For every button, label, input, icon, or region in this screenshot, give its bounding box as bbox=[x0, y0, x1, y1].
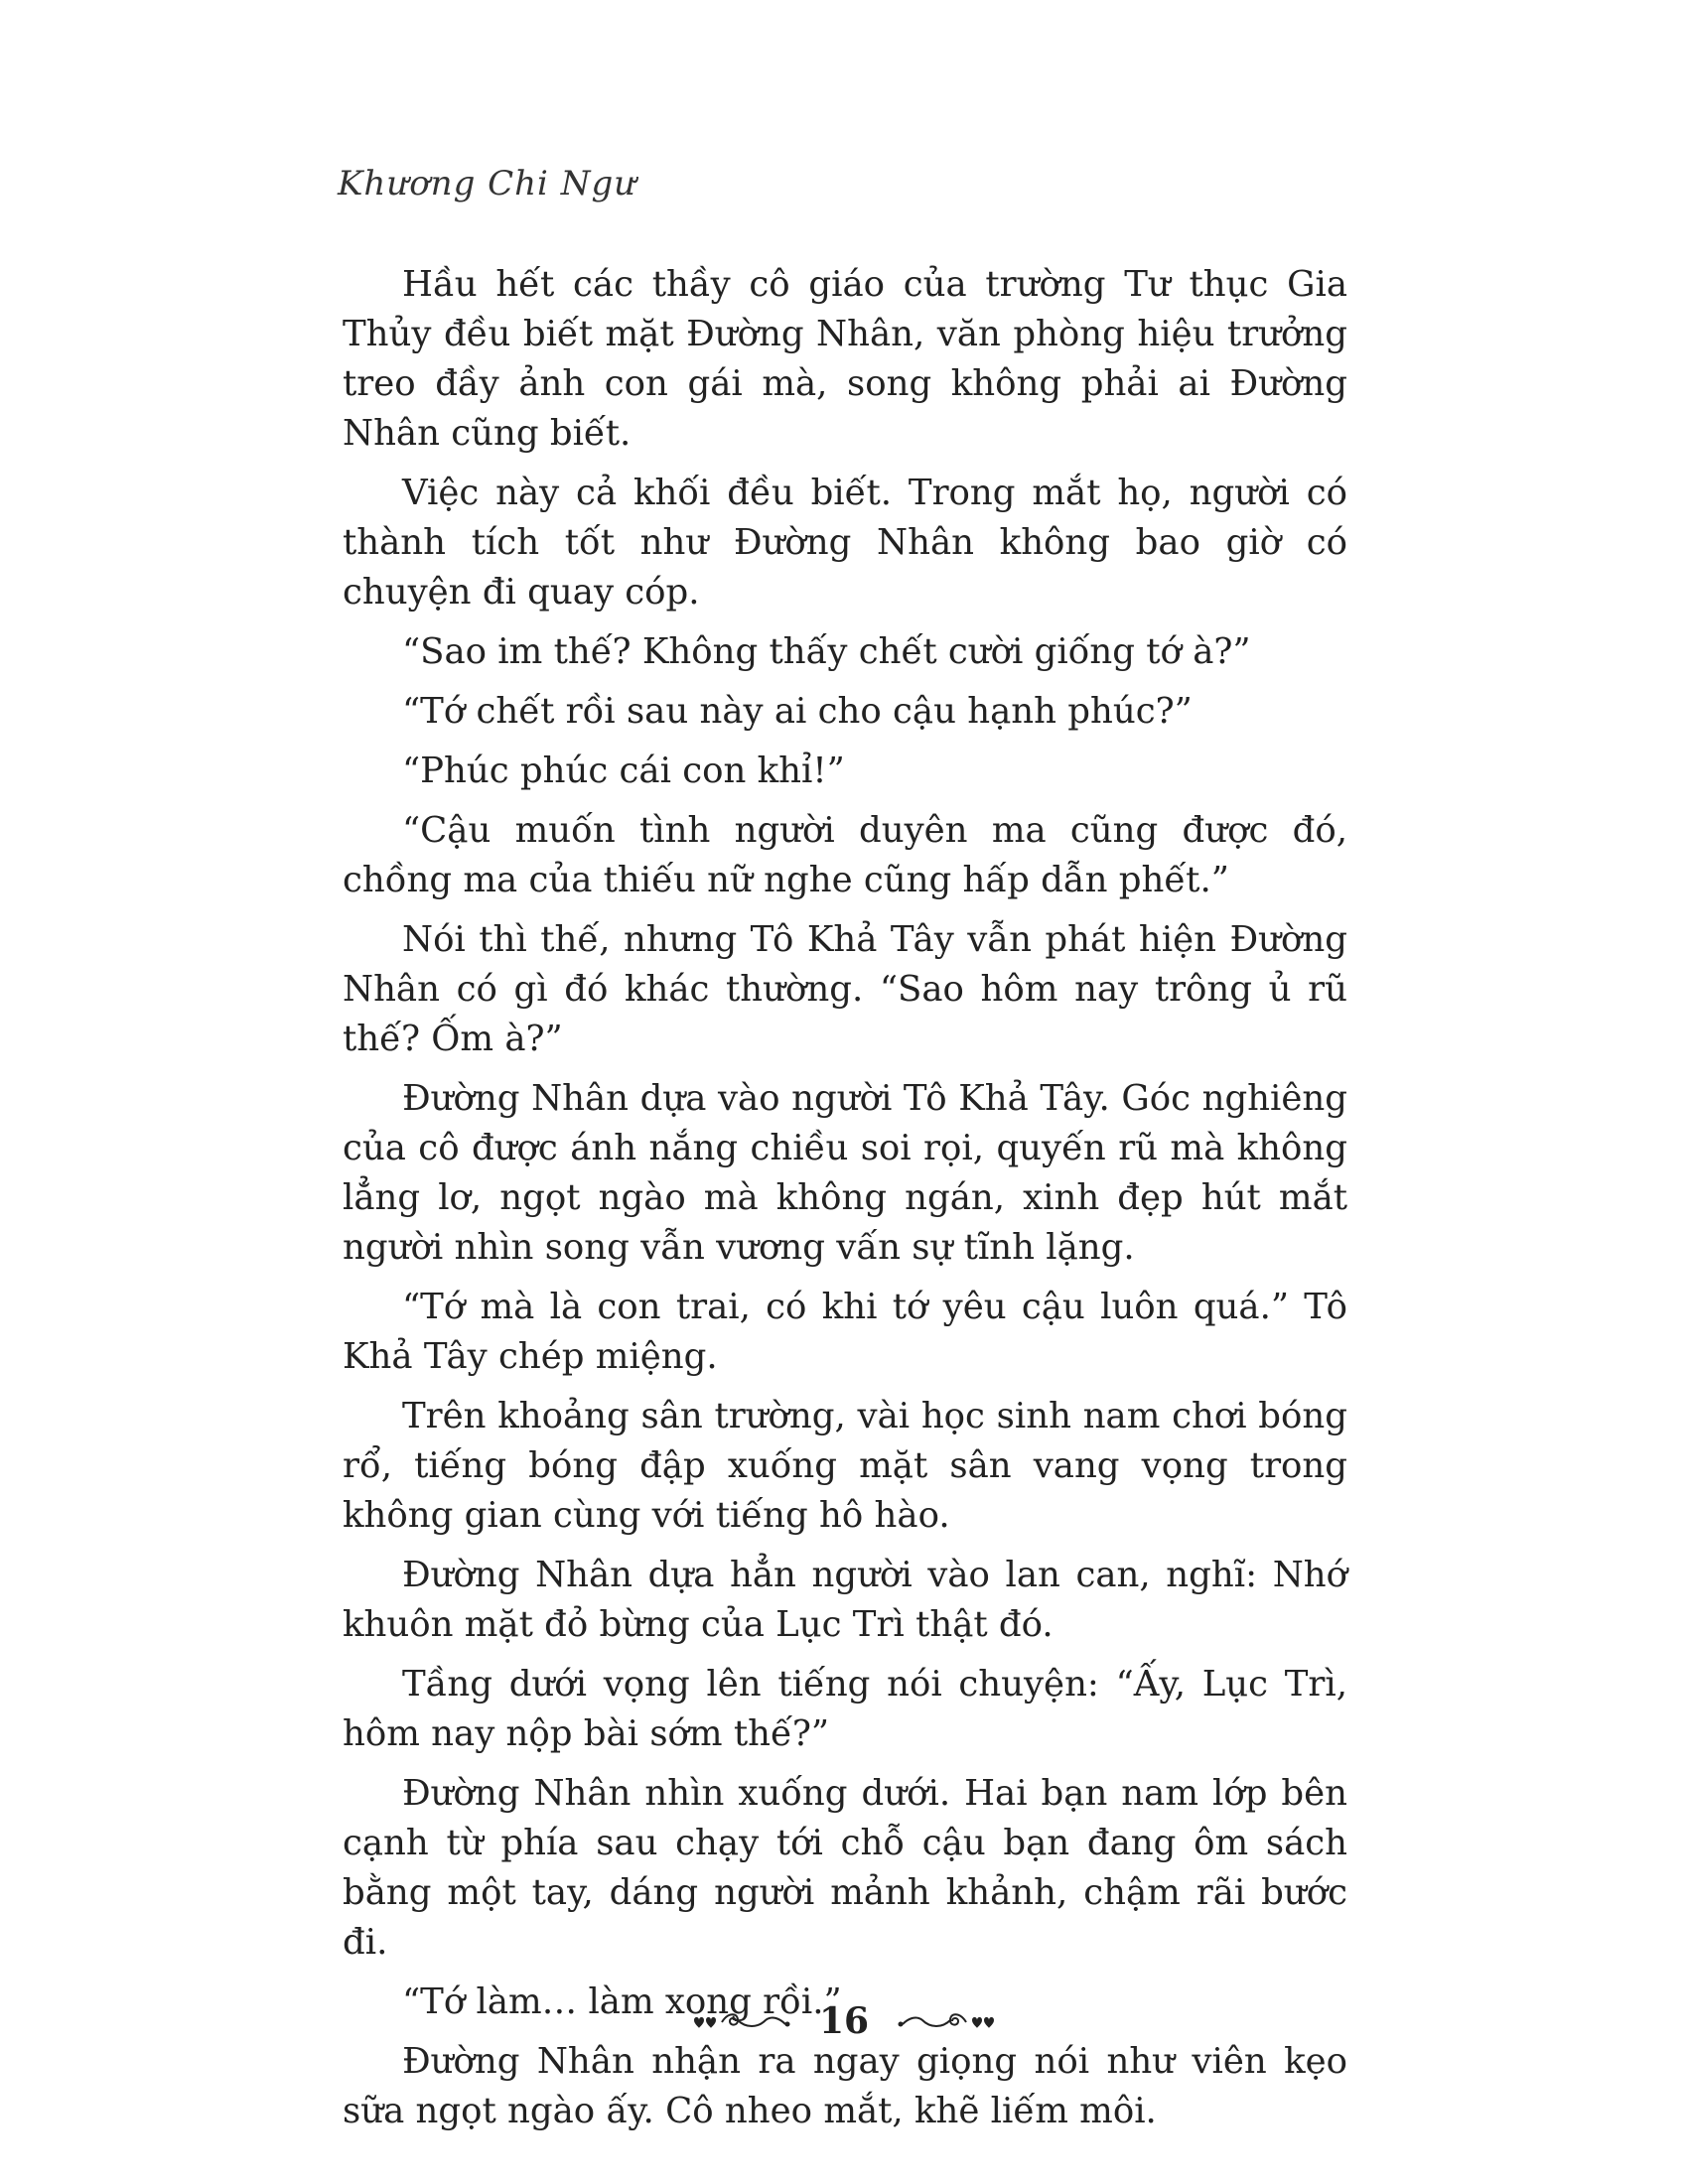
paragraph: Trên khoảng sân trường, vài học sinh nam chơi bóng rổ, tiếng bóng đập xuống mặt sân vang vọng trong không gian cùng với tiếng hô hào. bbox=[343, 1396, 1347, 1536]
paragraph: “Tớ mà là con trai, có khi tớ yêu cậu luôn quá.” Tô Khả Tây chép miệng. bbox=[343, 1287, 1347, 1377]
page-number: 16 bbox=[818, 2000, 870, 2042]
paragraph: Đường Nhân nhìn xuống dưới. Hai bạn nam lớp bên cạnh từ phía sau chạy tới chỗ cậu bạn đang ôm sách bằng một tay, dáng người mảnh khảnh, chậm rãi bước đi. bbox=[343, 1773, 1347, 1963]
paragraph: Nói thì thế, nhưng Tô Khả Tây vẫn phát hiện Đường Nhân có gì đó khác thường. “Sao hôm nay trông ủ rũ thế? Ốm à?” bbox=[343, 919, 1347, 1059]
body-text bbox=[343, 260, 1347, 2146]
paragraph: Đường Nhân dựa vào người Tô Khả Tây. Góc nghiêng của cô được ánh nắng chiều soi rọi, quyến rũ mà không lẳng lơ, ngọt ngào mà không ngán, xinh đẹp hút mắt người nhìn song vẫn vương vấn sự tĩnh lặng. bbox=[343, 1078, 1347, 1268]
paragraph: “Cậu muốn tình người duyên ma cũng được đó, chồng ma của thiếu nữ nghe cũng hấp dẫn phết.” bbox=[343, 810, 1347, 900]
paragraph: “Tớ chết rồi sau này ai cho cậu hạnh phúc?” bbox=[402, 691, 1193, 732]
paragraph: Đường Nhân dựa hẳn người vào lan can, nghĩ: Nhớ khuôn mặt đỏ bừng của Lục Trì thật đó. bbox=[343, 1555, 1347, 1645]
paragraph: Việc này cả khối đều biết. Trong mắt họ, người có thành tích tốt như Đường Nhân không bao giờ có chuyện đi quay cóp. bbox=[343, 473, 1347, 613]
paragraph: “Tớ làm… làm xong rồi.” bbox=[402, 1981, 842, 2022]
hearts-swirl-ornament-icon bbox=[688, 2006, 797, 2036]
page-footer bbox=[0, 2000, 1688, 2042]
paragraph: “Phúc phúc cái con khỉ!” bbox=[402, 751, 845, 791]
paragraph: Hầu hết các thầy cô giáo của trường Tư thục Gia Thủy đều biết mặt Đường Nhân, văn phòng hiệu trưởng treo đầy ảnh con gái mà, song không phải ai Đường Nhân cũng biết. bbox=[343, 264, 1347, 454]
paragraph: Tầng dưới vọng lên tiếng nói chuyện: “Ấy, Lục Trì, hôm nay nộp bài sớm thế?” bbox=[343, 1664, 1347, 1754]
paragraph: “Sao im thế? Không thấy chết cười giống tớ à?” bbox=[402, 631, 1251, 672]
paragraph: Đường Nhân nhận ra ngay giọng nói như viên kẹo sữa ngọt ngào ấy. Cô nheo mắt, khẽ liếm môi. bbox=[343, 2041, 1347, 2131]
swirl-hearts-ornament-icon bbox=[891, 2006, 1000, 2036]
running-header: Khương Chi Ngư bbox=[338, 164, 637, 204]
